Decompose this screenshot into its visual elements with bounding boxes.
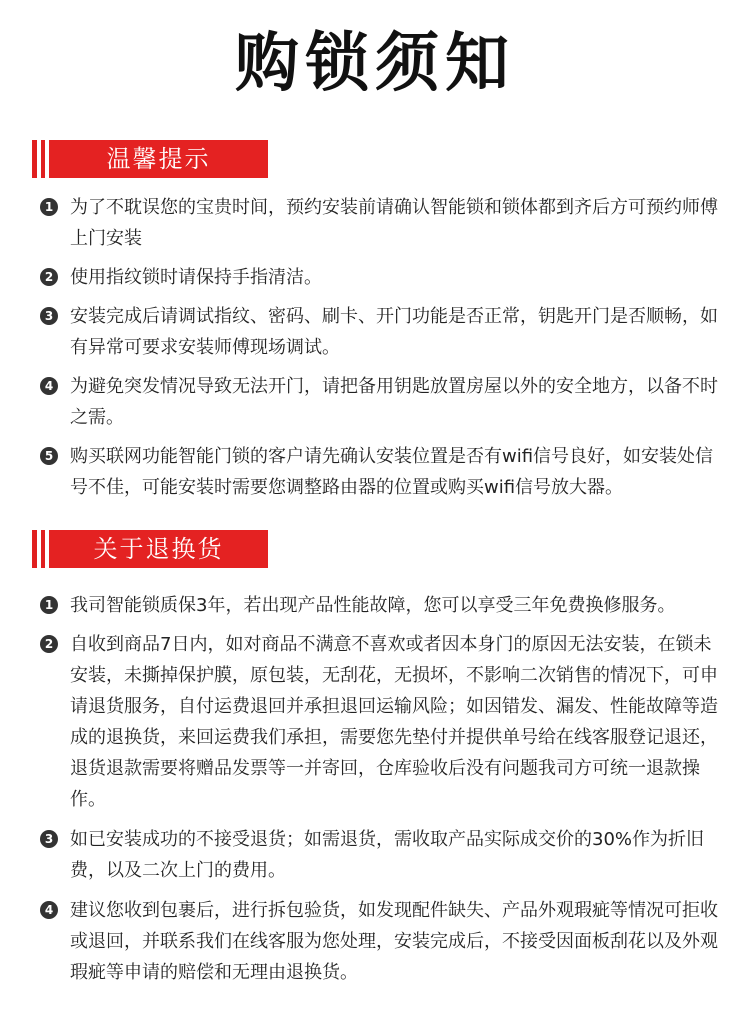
section-heading: 温馨提示 xyxy=(49,140,268,178)
list-item xyxy=(40,895,720,988)
list-item xyxy=(40,629,720,815)
item-text: 建议您收到包裹后，进行拆包验货，如发现配件缺失、产品外观瑕疵等情况可拒收或退回，并联系我们在线客服为您处理，安装完成后，不接受因面板刮花以及外观瑕疵等申请的赔偿和无理由退换货。 xyxy=(70,900,718,983)
section-header-returns xyxy=(32,530,268,568)
list-item xyxy=(40,301,720,363)
number-badge-icon: 4 xyxy=(40,901,58,919)
number-badge-icon: 1 xyxy=(40,596,58,614)
header-accent-bar xyxy=(41,140,45,178)
section-header-tips xyxy=(32,140,268,178)
page-title: 购锁须知 xyxy=(235,27,515,101)
returns-list xyxy=(40,590,720,988)
item-text: 为避免突发情况导致无法开门，请把备用钥匙放置房屋以外的安全地方，以备不时之需。 xyxy=(70,376,718,428)
number-badge-icon: 3 xyxy=(40,307,58,325)
number-badge-icon: 5 xyxy=(40,447,58,465)
item-text: 购买联网功能智能门锁的客户请先确认安装位置是否有wifi信号良好，如安装处信号不佳，可能安装时需要您调整路由器的位置或购买wifi信号放大器。 xyxy=(70,446,714,498)
section-heading: 关于退换货 xyxy=(49,530,268,568)
list-item xyxy=(40,262,720,293)
number-badge-icon: 2 xyxy=(40,268,58,286)
tips-list xyxy=(40,192,720,503)
list-item xyxy=(40,824,720,886)
item-text: 使用指纹锁时请保持手指清洁。 xyxy=(70,267,322,288)
header-accent-bar xyxy=(32,140,37,178)
list-item xyxy=(40,192,720,254)
item-text: 自收到商品7日内，如对商品不满意不喜欢或者因本身门的原因无法安装，在锁未安装，未撕掉保护膜，原包装，无刮花，无损坏，不影响二次销售的情况下，可申请退货服务，自付运费退回并承担退回运输风险；如因错发、漏发、性能故障等造成的退换货，来回运费我们承担，需要您先垫付并提供单号给在线客服登记退还，退货退款需要将赠品发票等一并寄回，仓库验收后没有问题我司方可统一退款操作。 xyxy=(70,634,718,810)
item-text: 为了不耽误您的宝贵时间，预约安装前请确认智能锁和锁体都到齐后方可预约师傅上门安装 xyxy=(70,197,718,249)
header-accent-bar xyxy=(32,530,37,568)
item-text: 我司智能锁质保3年，若出现产品性能故障，您可以享受三年免费换修服务。 xyxy=(70,595,676,616)
number-badge-icon: 3 xyxy=(40,830,58,848)
item-text: 安装完成后请调试指纹、密码、刷卡、开门功能是否正常，钥匙开门是否顺畅，如有异常可要求安装师傅现场调试。 xyxy=(70,306,718,358)
list-item xyxy=(40,371,720,433)
header-accent-bar xyxy=(41,530,45,568)
list-item xyxy=(40,441,720,503)
list-item xyxy=(40,590,720,621)
number-badge-icon: 2 xyxy=(40,635,58,653)
item-text: 如已安装成功的不接受退货；如需退货，需收取产品实际成交价的30%作为折旧费，以及二次上门的费用。 xyxy=(70,829,705,881)
number-badge-icon: 4 xyxy=(40,377,58,395)
number-badge-icon: 1 xyxy=(40,198,58,216)
